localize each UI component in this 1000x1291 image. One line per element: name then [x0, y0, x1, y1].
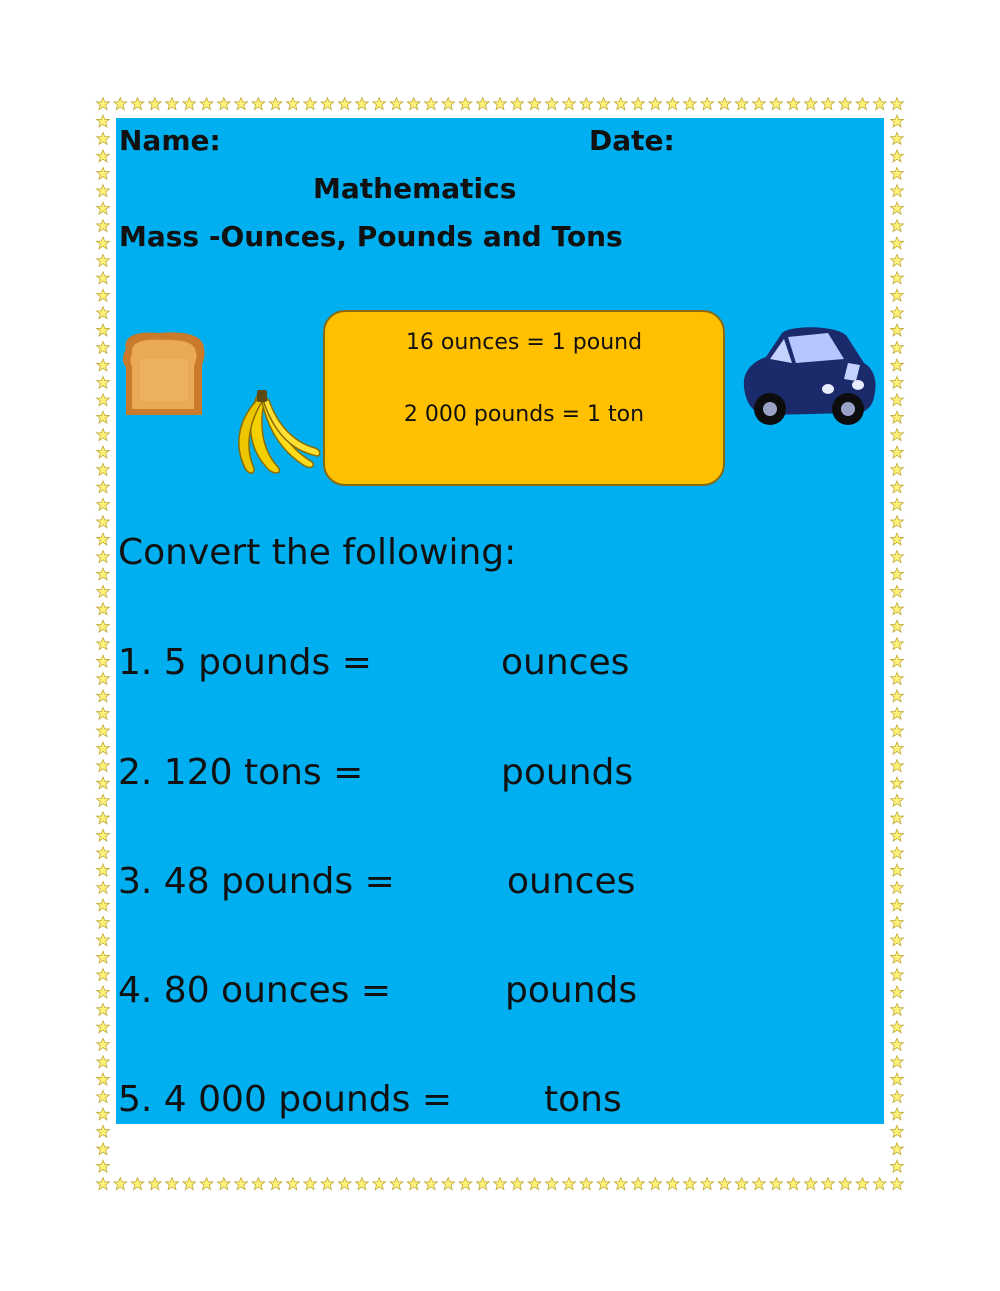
- border-star-icon: [97, 411, 110, 423]
- border-star-icon: [148, 98, 161, 110]
- border-star-icon: [97, 359, 110, 371]
- border-star-icon: [891, 969, 904, 981]
- border-star-icon: [97, 115, 110, 127]
- border-star-icon: [891, 481, 904, 493]
- border-star-icon: [614, 98, 627, 110]
- border-star-icon: [131, 1178, 144, 1190]
- border-star-icon: [97, 1073, 110, 1085]
- border-star-icon: [891, 864, 904, 876]
- border-star-icon: [356, 98, 369, 110]
- border-star-icon: [614, 1178, 627, 1190]
- border-star-icon: [97, 899, 110, 911]
- border-star-icon: [856, 1178, 869, 1190]
- border-star-icon: [183, 98, 196, 110]
- border-star-icon: [891, 777, 904, 789]
- border-star-icon: [891, 516, 904, 528]
- border-star-icon: [891, 185, 904, 197]
- border-star-icon: [891, 829, 904, 841]
- border-star-icon: [286, 1178, 299, 1190]
- border-star-icon: [753, 1178, 766, 1190]
- border-star-icon: [891, 341, 904, 353]
- border-star-icon: [891, 429, 904, 441]
- border-star-icon: [666, 1178, 679, 1190]
- border-star-icon: [891, 690, 904, 702]
- border-star-icon: [97, 132, 110, 144]
- border-star-icon: [891, 760, 904, 772]
- border-star-icon: [891, 1108, 904, 1120]
- border-star-icon: [200, 1178, 213, 1190]
- border-star-icon: [97, 376, 110, 388]
- border-star-icon: [891, 359, 904, 371]
- border-star-icon: [891, 132, 904, 144]
- border-star-icon: [476, 1178, 489, 1190]
- border-star-icon: [891, 289, 904, 301]
- border-star-icon: [891, 742, 904, 754]
- border-star-icon: [891, 150, 904, 162]
- border-star-icon: [891, 585, 904, 597]
- question-4-prompt: 4. 80 ounces =: [118, 970, 392, 1011]
- border-star-icon: [97, 847, 110, 859]
- question-1-unit: ounces: [501, 642, 630, 683]
- border-star-icon: [97, 202, 110, 214]
- border-star-icon: [338, 98, 351, 110]
- border-star-icon: [166, 98, 179, 110]
- border-star-icon: [97, 307, 110, 319]
- border-star-icon: [97, 1091, 110, 1103]
- border-star-icon: [563, 1178, 576, 1190]
- border-star-icon: [891, 672, 904, 684]
- border-star-icon: [97, 237, 110, 249]
- border-star-icon: [891, 411, 904, 423]
- border-star-icon: [511, 98, 524, 110]
- border-star-icon: [891, 1056, 904, 1068]
- border-star-icon: [839, 98, 852, 110]
- border-star-icon: [373, 98, 386, 110]
- border-star-icon: [545, 1178, 558, 1190]
- border-star-icon: [891, 620, 904, 632]
- border-star-icon: [873, 1178, 886, 1190]
- border-star-icon: [97, 690, 110, 702]
- border-star-icon: [97, 777, 110, 789]
- border-star-icon: [286, 98, 299, 110]
- border-star-icon: [425, 1178, 438, 1190]
- question-2-prompt: 2. 120 tons =: [118, 752, 364, 793]
- border-star-icon: [321, 1178, 334, 1190]
- border-star-icon: [97, 167, 110, 179]
- border-star-icon: [511, 1178, 524, 1190]
- border-star-icon: [97, 638, 110, 650]
- question-5-unit: tons: [544, 1079, 622, 1120]
- border-star-icon: [891, 1160, 904, 1172]
- border-star-icon: [97, 533, 110, 545]
- border-star-icon: [97, 916, 110, 928]
- border-star-icon: [649, 1178, 662, 1190]
- border-star-icon: [891, 463, 904, 475]
- instructions: Convert the following:: [118, 532, 517, 573]
- border-star-icon: [891, 533, 904, 545]
- border-star-icon: [97, 394, 110, 406]
- border-star-icon: [804, 1178, 817, 1190]
- border-star-icon: [166, 1178, 179, 1190]
- border-star-icon: [97, 324, 110, 336]
- subject-title: Mathematics: [313, 172, 517, 205]
- border-star-icon: [822, 1178, 835, 1190]
- border-star-icon: [252, 98, 265, 110]
- question-5-prompt: 5. 4 000 pounds =: [118, 1079, 453, 1120]
- question-2-unit: pounds: [501, 752, 634, 793]
- border-star-icon: [217, 1178, 230, 1190]
- border-star-icon: [97, 220, 110, 232]
- border-star-icon: [666, 98, 679, 110]
- border-star-icon: [97, 289, 110, 301]
- border-star-icon: [891, 1003, 904, 1015]
- border-star-icon: [97, 603, 110, 615]
- border-star-icon: [718, 1178, 731, 1190]
- border-star-icon: [407, 1178, 420, 1190]
- banana-bunch-icon: [227, 390, 322, 482]
- border-star-icon: [97, 98, 110, 110]
- border-star-icon: [891, 1125, 904, 1137]
- border-star-icon: [97, 341, 110, 353]
- border-star-icon: [891, 376, 904, 388]
- border-star-icon: [97, 150, 110, 162]
- border-star-icon: [97, 672, 110, 684]
- border-star-icon: [97, 986, 110, 998]
- border-star-icon: [97, 829, 110, 841]
- border-star-icon: [97, 725, 110, 737]
- border-star-icon: [97, 934, 110, 946]
- border-star-icon: [97, 1021, 110, 1033]
- border-star-icon: [252, 1178, 265, 1190]
- border-star-icon: [891, 707, 904, 719]
- border-star-icon: [891, 812, 904, 824]
- border-star-icon: [97, 498, 110, 510]
- border-star-icon: [304, 1178, 317, 1190]
- border-star-icon: [356, 1178, 369, 1190]
- border-star-icon: [97, 1056, 110, 1068]
- question-4-unit: pounds: [505, 970, 638, 1011]
- border-star-icon: [97, 707, 110, 719]
- border-star-icon: [97, 742, 110, 754]
- border-star-icon: [891, 568, 904, 580]
- border-star-icon: [459, 1178, 472, 1190]
- border-star-icon: [97, 1160, 110, 1172]
- border-star-icon: [97, 760, 110, 772]
- border-star-icon: [425, 98, 438, 110]
- border-star-icon: [97, 551, 110, 563]
- border-star-icon: [891, 899, 904, 911]
- border-star-icon: [97, 1003, 110, 1015]
- border-star-icon: [97, 881, 110, 893]
- border-star-icon: [891, 446, 904, 458]
- border-star-icon: [839, 1178, 852, 1190]
- border-star-icon: [891, 202, 904, 214]
- border-star-icon: [891, 1143, 904, 1155]
- border-star-icon: [891, 951, 904, 963]
- border-star-icon: [97, 1143, 110, 1155]
- border-star-icon: [114, 98, 127, 110]
- border-star-icon: [97, 254, 110, 266]
- border-star-icon: [856, 98, 869, 110]
- border-star-icon: [148, 1178, 161, 1190]
- border-star-icon: [235, 1178, 248, 1190]
- border-star-icon: [545, 98, 558, 110]
- border-star-icon: [97, 1178, 110, 1190]
- border-star-icon: [891, 307, 904, 319]
- border-star-icon: [822, 98, 835, 110]
- border-star-icon: [891, 725, 904, 737]
- border-star-icon: [321, 98, 334, 110]
- border-star-icon: [97, 951, 110, 963]
- border-star-icon: [97, 516, 110, 528]
- border-star-icon: [97, 1038, 110, 1050]
- border-star-icon: [97, 620, 110, 632]
- border-star-icon: [891, 272, 904, 284]
- border-star-icon: [891, 1021, 904, 1033]
- border-star-icon: [269, 1178, 282, 1190]
- border-star-icon: [97, 568, 110, 580]
- border-star-icon: [701, 1178, 714, 1190]
- border-star-icon: [528, 98, 541, 110]
- fact-pounds-ton: 2 000 pounds = 1 ton: [403, 402, 645, 427]
- question-3-prompt: 3. 48 pounds =: [118, 861, 395, 902]
- border-star-icon: [891, 916, 904, 928]
- conversion-facts-box: [323, 310, 725, 486]
- border-star-icon: [442, 98, 455, 110]
- border-star-icon: [735, 98, 748, 110]
- border-star-icon: [97, 794, 110, 806]
- border-star-icon: [217, 98, 230, 110]
- border-star-icon: [131, 98, 144, 110]
- border-star-icon: [97, 864, 110, 876]
- border-star-icon: [753, 98, 766, 110]
- border-star-icon: [407, 98, 420, 110]
- fact-ounces-pound: 16 ounces = 1 pound: [405, 330, 643, 355]
- border-star-icon: [183, 1178, 196, 1190]
- border-star-icon: [97, 481, 110, 493]
- border-star-icon: [580, 98, 593, 110]
- border-star-icon: [459, 98, 472, 110]
- border-star-icon: [891, 498, 904, 510]
- border-star-icon: [597, 1178, 610, 1190]
- border-star-icon: [770, 1178, 783, 1190]
- border-star-icon: [683, 98, 696, 110]
- border-star-icon: [632, 1178, 645, 1190]
- border-star-icon: [528, 1178, 541, 1190]
- border-star-icon: [891, 603, 904, 615]
- border-star-icon: [891, 394, 904, 406]
- border-star-icon: [97, 655, 110, 667]
- border-star-icon: [476, 98, 489, 110]
- border-star-icon: [891, 638, 904, 650]
- border-star-icon: [891, 881, 904, 893]
- border-star-icon: [97, 463, 110, 475]
- border-star-icon: [891, 986, 904, 998]
- border-star-icon: [97, 446, 110, 458]
- border-star-icon: [683, 1178, 696, 1190]
- border-star-icon: [97, 812, 110, 824]
- border-star-icon: [373, 1178, 386, 1190]
- border-star-icon: [891, 237, 904, 249]
- border-star-icon: [891, 655, 904, 667]
- border-star-icon: [891, 324, 904, 336]
- border-star-icon: [390, 1178, 403, 1190]
- border-star-icon: [269, 98, 282, 110]
- border-star-icon: [649, 98, 662, 110]
- border-star-icon: [891, 1091, 904, 1103]
- border-star-icon: [891, 551, 904, 563]
- border-star-icon: [891, 254, 904, 266]
- border-star-icon: [891, 847, 904, 859]
- border-star-icon: [97, 969, 110, 981]
- border-star-icon: [804, 98, 817, 110]
- border-star-icon: [891, 1073, 904, 1085]
- question-3-unit: ounces: [507, 861, 636, 902]
- border-star-icon: [787, 98, 800, 110]
- border-star-icon: [770, 98, 783, 110]
- border-star-icon: [891, 220, 904, 232]
- name-label: Name:: [119, 124, 221, 157]
- border-star-icon: [97, 272, 110, 284]
- border-star-icon: [97, 585, 110, 597]
- border-star-icon: [891, 115, 904, 127]
- border-star-icon: [97, 1125, 110, 1137]
- border-star-icon: [563, 98, 576, 110]
- border-star-icon: [718, 98, 731, 110]
- border-star-icon: [701, 98, 714, 110]
- border-star-icon: [304, 98, 317, 110]
- border-star-icon: [891, 794, 904, 806]
- border-star-icon: [97, 1108, 110, 1120]
- border-star-icon: [891, 934, 904, 946]
- border-star-icon: [390, 98, 403, 110]
- border-star-icon: [891, 98, 904, 110]
- border-star-icon: [97, 185, 110, 197]
- date-label: Date:: [589, 124, 675, 157]
- border-star-icon: [494, 1178, 507, 1190]
- border-star-icon: [114, 1178, 127, 1190]
- border-star-icon: [891, 167, 904, 179]
- border-star-icon: [580, 1178, 593, 1190]
- border-star-icon: [200, 98, 213, 110]
- border-star-icon: [97, 429, 110, 441]
- blue-car-icon: [736, 323, 878, 433]
- border-star-icon: [873, 98, 886, 110]
- toast-slice-icon: [118, 329, 210, 419]
- border-star-icon: [787, 1178, 800, 1190]
- question-1-prompt: 1. 5 pounds =: [118, 642, 372, 683]
- border-star-icon: [735, 1178, 748, 1190]
- border-star-icon: [494, 98, 507, 110]
- border-star-icon: [442, 1178, 455, 1190]
- border-star-icon: [235, 98, 248, 110]
- border-star-icon: [891, 1178, 904, 1190]
- border-star-icon: [597, 98, 610, 110]
- border-star-icon: [632, 98, 645, 110]
- border-star-icon: [891, 1038, 904, 1050]
- topic-title: Mass -Ounces, Pounds and Tons: [119, 220, 623, 253]
- border-star-icon: [338, 1178, 351, 1190]
